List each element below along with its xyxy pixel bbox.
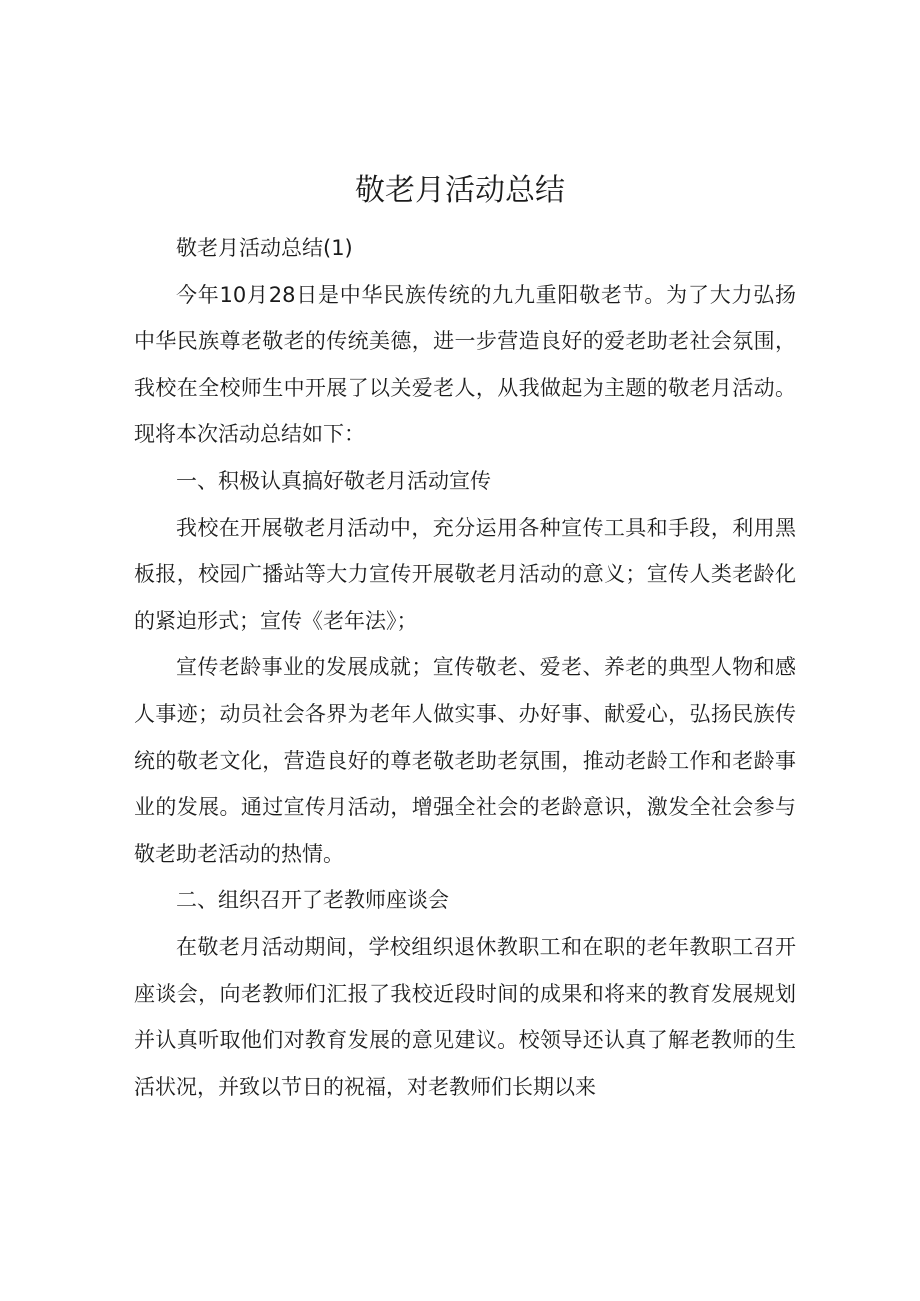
section-heading-2: 二、组织召开了老教师座谈会 — [176, 888, 449, 913]
section-heading-1: 一、积极认真搞好敬老月活动宣传 — [176, 468, 491, 493]
document-title: 敬老月活动总结 — [355, 173, 565, 208]
paragraph-intro: 今年10月28日是中华民族传统的九九重阳敬老节。为了大力弘扬中华民族尊老敬老的传统美德，进一步营造良好的爱老助老社会氛围，我校在全校师生中开展了以关爱老人，从我做起为主题的敬老月活动。现将本次活动总结如下： — [134, 282, 796, 447]
paragraph-publicity: 我校在开展敬老月活动中，充分运用各种宣传工具和手段，利用黑板报，校园广播站等大力宣传开展敬老月活动的意义；宣传人类老龄化的紧迫形式；宣传《老年法》； — [134, 515, 796, 633]
paragraph-subtitle: 敬老月活动总结(1) — [176, 236, 353, 260]
document-body — [134, 225, 796, 1110]
paragraph-publicity-continued: 宣传老龄事业的发展成就；宣传敬老、爱老、养老的典型人物和感人事迹；动员社会各界为老年人做实事、办好事、献爱心，弘扬民族传统的敬老文化，营造良好的尊老敬老助老氛围，推动老龄工作和老龄事业的发展。通过宣传月活动，增强全社会的老龄意识，激发全社会参与敬老助老活动的热情。 — [134, 655, 796, 866]
paragraph-symposium: 在敬老月活动期间，学校组织退休教职工和在职的老年教职工召开座谈会，向老教师们汇报了我校近段时间的成果和将来的教育发展规划并认真听取他们对教育发展的意见建议。校领导还认真了解老教师的生活状况，并致以节日的祝福，对老教师们长期以来 — [134, 934, 796, 1099]
